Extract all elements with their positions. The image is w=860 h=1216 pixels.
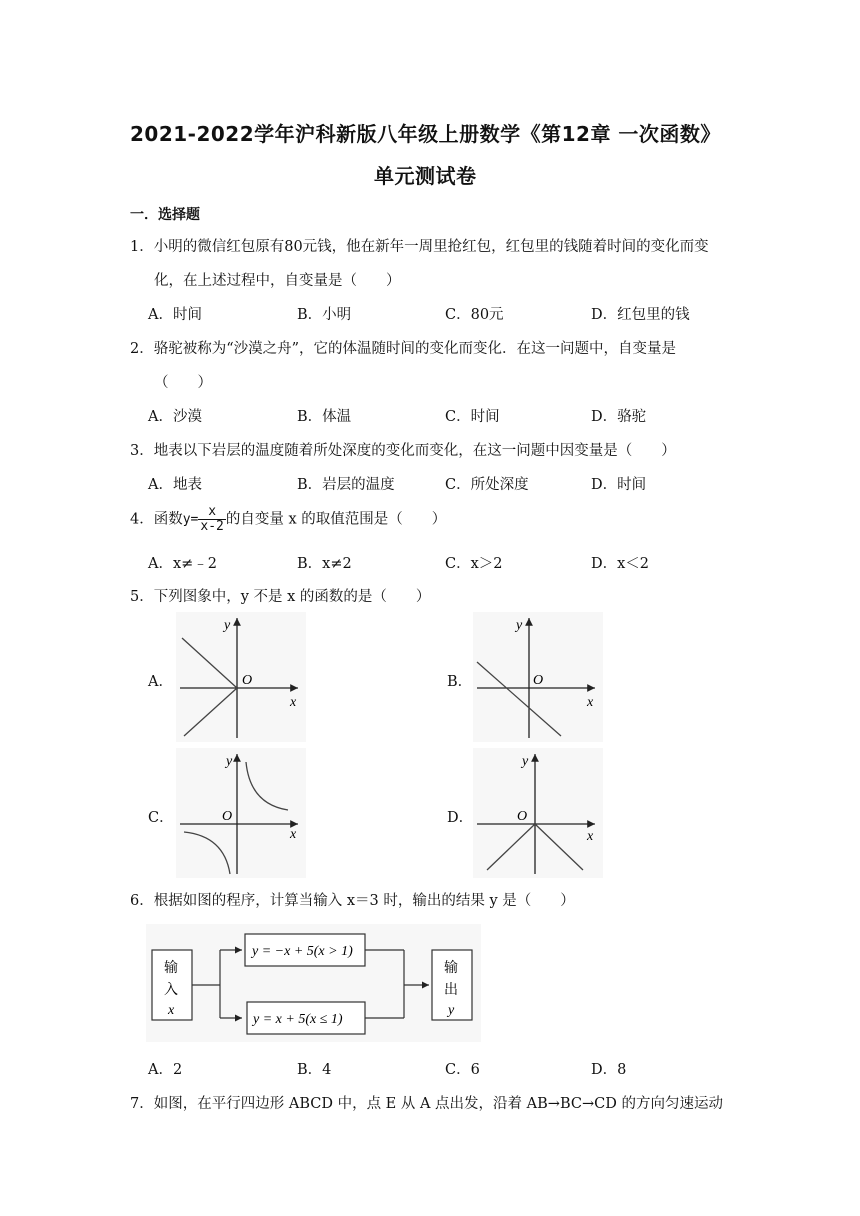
question-5 bbox=[130, 585, 430, 606]
program-flowchart bbox=[146, 924, 481, 1042]
option-c[interactable]: C．所处深度 bbox=[445, 477, 529, 493]
section-heading: 一．选择题 bbox=[130, 207, 200, 223]
y-axis-label: y bbox=[522, 754, 529, 769]
question-6 bbox=[130, 889, 575, 910]
question-7 bbox=[130, 1092, 723, 1113]
output-var: y bbox=[448, 1003, 455, 1018]
y-axis-label: y bbox=[224, 618, 231, 633]
option-d[interactable]: D．骆驼 bbox=[591, 409, 647, 425]
question-3 bbox=[130, 439, 676, 460]
question-number: 4． bbox=[130, 511, 154, 528]
option-c[interactable]: C．时间 bbox=[445, 409, 500, 425]
formula-lhs: y= bbox=[182, 512, 199, 527]
question-2 bbox=[130, 337, 676, 358]
option-a[interactable]: A．2 bbox=[148, 1062, 183, 1078]
option-d[interactable]: D．x＜2 bbox=[591, 556, 650, 572]
y-axis-label: y bbox=[226, 754, 233, 769]
question-text: 如图，在平行四边形 ABCD 中，点 E 从 A 点出发，沿着 AB→BC→CD 的方向匀速运动 bbox=[153, 1096, 723, 1112]
y-axis-label: y bbox=[516, 618, 523, 633]
origin-label: O bbox=[517, 809, 528, 824]
graph-a bbox=[176, 612, 306, 742]
option-b[interactable]: B．体温 bbox=[297, 409, 352, 425]
graph-label-a[interactable]: A． bbox=[148, 674, 173, 690]
question-number: 3． bbox=[130, 443, 154, 459]
option-a[interactable]: A．地表 bbox=[148, 477, 202, 493]
graph-label-b[interactable]: B． bbox=[447, 674, 473, 690]
page-subtitle: 单元测试卷 bbox=[374, 164, 477, 188]
option-a[interactable]: A．时间 bbox=[148, 307, 202, 323]
graph-line bbox=[477, 662, 561, 736]
question-text: 地表以下岩层的温度随着所处深度的变化而变化，在这一问题中因变量是（ ） bbox=[153, 443, 676, 459]
option-c[interactable]: C．6 bbox=[445, 1062, 480, 1078]
x-axis-label: x bbox=[290, 695, 297, 710]
graph-label-c[interactable]: C． bbox=[148, 810, 174, 826]
rule-bottom-text: y = x + 5(x ≤ 1) bbox=[253, 1012, 343, 1027]
graph-line bbox=[487, 824, 535, 870]
option-b[interactable]: B．小明 bbox=[297, 307, 352, 323]
output-char-2: 出 bbox=[444, 983, 458, 998]
input-char-1: 输 bbox=[164, 961, 178, 976]
origin-label: O bbox=[222, 809, 233, 824]
question-2-line2: （ ） bbox=[154, 375, 212, 391]
question-text: 下列图象中，y 不是 x 的函数的是（ ） bbox=[153, 589, 431, 605]
graph-line bbox=[182, 638, 237, 688]
option-a[interactable]: A．沙漠 bbox=[148, 409, 202, 425]
question-number: 7． bbox=[130, 1096, 154, 1112]
question-1-line2: 化，在上述过程中，自变量是（ ） bbox=[154, 273, 401, 289]
question-number: 2． bbox=[130, 341, 154, 357]
option-d[interactable]: D．8 bbox=[591, 1062, 627, 1078]
origin-label: O bbox=[533, 673, 544, 688]
question-text-pre: 函数 bbox=[153, 511, 183, 528]
question-text: 骆驼被称为“沙漠之舟”，它的体温随时间的变化而变化．在这一问题中，自变量是 bbox=[153, 341, 677, 357]
input-char-2: 入 bbox=[164, 983, 178, 998]
question-text-post: 的自变量 x 的取值范围是（ ） bbox=[225, 511, 447, 528]
origin-label: O bbox=[242, 673, 253, 688]
fraction bbox=[198, 505, 225, 534]
option-c[interactable]: C．x＞2 bbox=[445, 556, 503, 572]
question-number: 5． bbox=[130, 589, 154, 605]
option-a[interactable]: A．x≠﹣2 bbox=[148, 556, 218, 572]
option-b[interactable]: B．x≠2 bbox=[297, 556, 352, 572]
graph-c bbox=[176, 748, 306, 878]
graph-label-d[interactable]: D． bbox=[447, 810, 474, 826]
rule-top-text: y = −x + 5(x > 1) bbox=[252, 944, 353, 959]
graph-line bbox=[184, 688, 237, 736]
fraction-numerator: x bbox=[198, 505, 225, 520]
question-number: 6． bbox=[130, 893, 154, 909]
output-char-1: 输 bbox=[444, 961, 458, 976]
graph-b bbox=[473, 612, 603, 742]
option-b[interactable]: B．岩层的温度 bbox=[297, 477, 395, 493]
graph-d bbox=[473, 748, 603, 878]
option-d[interactable]: D．红包里的钱 bbox=[591, 307, 690, 323]
hyperbola-branch bbox=[184, 832, 230, 874]
question-text: 小明的微信红包原有80元钱，他在新年一周里抢红包，红包里的钱随着时间的变化而变 bbox=[153, 239, 709, 255]
question-1 bbox=[130, 235, 709, 256]
page-title: 2021-2022学年沪科新版八年级上册数学《第12章 一次函数》 bbox=[130, 122, 721, 146]
fraction-denominator: x-2 bbox=[200, 519, 224, 534]
option-d[interactable]: D．时间 bbox=[591, 477, 647, 493]
x-axis-label: x bbox=[290, 827, 297, 842]
input-var: x bbox=[168, 1003, 175, 1018]
question-number: 1． bbox=[130, 239, 154, 255]
hyperbola-branch bbox=[246, 762, 288, 810]
question-text: 根据如图的程序，计算当输入 x＝3 时，输出的结果 y 是（ ） bbox=[153, 893, 575, 909]
x-axis-label: x bbox=[587, 695, 594, 710]
option-c[interactable]: C．80元 bbox=[445, 307, 504, 323]
option-b[interactable]: B．4 bbox=[297, 1062, 332, 1078]
question-4 bbox=[130, 505, 446, 534]
graph-line bbox=[535, 824, 583, 870]
x-axis-label: x bbox=[587, 829, 594, 844]
